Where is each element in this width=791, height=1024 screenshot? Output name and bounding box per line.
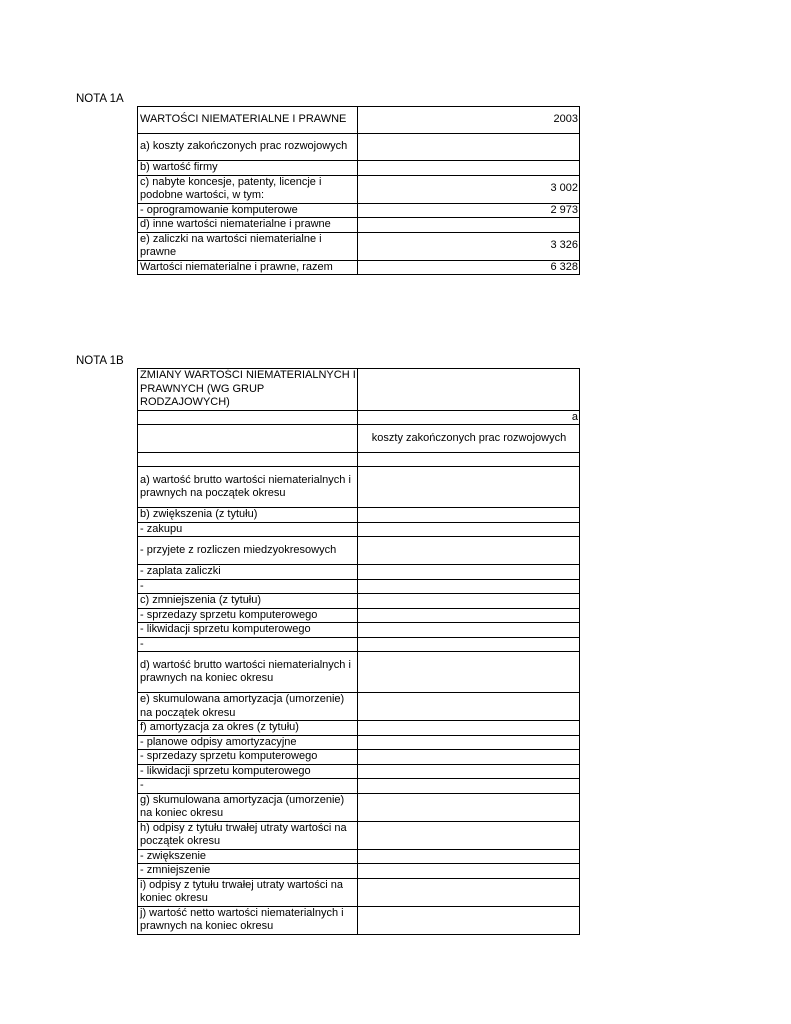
table-row: [138, 175, 580, 203]
table-header-row: [138, 107, 580, 134]
row-label: - sprzedazy sprzetu komputerowego: [138, 608, 358, 623]
header-empty-cell: [358, 369, 580, 411]
row-label: - przyjete z rozliczen miedzyokresowych: [138, 537, 358, 565]
row-value: [358, 608, 580, 623]
row-value: [358, 594, 580, 609]
row-label: - zwiększenie: [138, 849, 358, 864]
column-name: koszty zakończonych prac rozwojowych: [358, 425, 580, 453]
spacer-row: [138, 453, 580, 467]
table-row: [138, 821, 580, 849]
year-header: 2003: [358, 107, 580, 134]
table-row: [138, 623, 580, 638]
row-value: [358, 693, 580, 721]
row-label: - zakupu: [138, 522, 358, 537]
row-label: f) amortyzacja za okres (z tytułu): [138, 721, 358, 736]
table-row: [138, 637, 580, 652]
row-value: [358, 750, 580, 765]
column-name-row: [138, 425, 580, 453]
row-label: a) koszty zakończonych prac rozwojowych: [138, 134, 358, 161]
row-value: [358, 161, 580, 176]
table-header-row: [138, 369, 580, 411]
row-label: j) wartość netto wartości niematerialnych i prawnych na koniec okresu: [138, 906, 358, 934]
empty-cell: [138, 453, 358, 467]
row-value: [358, 721, 580, 736]
table-row: [138, 849, 580, 864]
row-label: g) skumulowana amortyzacja (umorzenie) na koniec okresu: [138, 793, 358, 821]
row-label: c) nabyte koncesje, patenty, licencje i podobne wartości, w tym:: [138, 175, 358, 203]
table-row: [138, 232, 580, 260]
row-value: [358, 906, 580, 934]
table-row: [138, 594, 580, 609]
row-label: e) skumulowana amortyzacja (umorzenie) na początek okresu: [138, 693, 358, 721]
table-row: [138, 652, 580, 693]
row-value: [358, 565, 580, 580]
row-label: Wartości niematerialne i prawne, razem: [138, 260, 358, 275]
row-label: -: [138, 579, 358, 594]
nota-1b-title: ZMIANY WARTOŚCI NIEMATERIALNYCH I PRAWNYCH (WG GRUP RODZAJOWYCH): [138, 369, 358, 411]
table-row: [138, 218, 580, 233]
table-row: [138, 134, 580, 161]
row-label: - sprzedazy sprzetu komputerowego: [138, 750, 358, 765]
row-label: - planowe odpisy amortyzacyjne: [138, 735, 358, 750]
table-row: [138, 537, 580, 565]
row-label: i) odpisy z tytułu trwałej utraty wartości na koniec okresu: [138, 878, 358, 906]
row-label: -: [138, 779, 358, 794]
row-value: [358, 878, 580, 906]
row-label: a) wartość brutto wartości niematerialnych i prawnych na początek okresu: [138, 467, 358, 508]
header-empty-cell: [138, 410, 358, 425]
table-row: [138, 579, 580, 594]
table-row: [138, 608, 580, 623]
row-value: 3 002: [358, 175, 580, 203]
row-value: [358, 218, 580, 233]
column-letter: a: [358, 410, 580, 425]
row-value: [358, 579, 580, 594]
row-label: - oprogramowanie komputerowe: [138, 203, 358, 218]
table-row: [138, 878, 580, 906]
table-row: [138, 864, 580, 879]
row-value: [358, 637, 580, 652]
table-row: [138, 721, 580, 736]
table-row: [138, 522, 580, 537]
row-value: 2 973: [358, 203, 580, 218]
table-row-total: [138, 260, 580, 275]
row-label: - likwidacji sprzetu komputerowego: [138, 764, 358, 779]
table-row: [138, 565, 580, 580]
nota-1a-table: [137, 106, 580, 275]
row-value: [358, 134, 580, 161]
table-row: [138, 735, 580, 750]
row-value: [358, 864, 580, 879]
row-label: b) wartość firmy: [138, 161, 358, 176]
row-label: e) zaliczki na wartości niematerialne i prawne: [138, 232, 358, 260]
nota-1b-label: NOTA 1B: [76, 355, 124, 367]
row-value: [358, 508, 580, 523]
row-value: [358, 821, 580, 849]
nota-1b-table: [137, 368, 580, 935]
table-row: [138, 203, 580, 218]
header-empty-cell: [138, 425, 358, 453]
column-letter-row: [138, 410, 580, 425]
row-value: [358, 467, 580, 508]
table-row: [138, 764, 580, 779]
row-value: [358, 793, 580, 821]
row-value: 3 326: [358, 232, 580, 260]
nota-1a-label: NOTA 1A: [76, 93, 124, 105]
row-label: c) zmniejszenia (z tytułu): [138, 594, 358, 609]
table-row: [138, 693, 580, 721]
row-label: h) odpisy z tytułu trwałej utraty wartości na początek okresu: [138, 821, 358, 849]
empty-cell: [358, 453, 580, 467]
nota-1a-title: WARTOŚCI NIEMATERIALNE I PRAWNE: [138, 107, 358, 134]
table-row: [138, 161, 580, 176]
table-row: [138, 779, 580, 794]
row-label: - zaplata zaliczki: [138, 565, 358, 580]
row-label: b) zwiększenia (z tytułu): [138, 508, 358, 523]
row-value: [358, 779, 580, 794]
row-value: 6 328: [358, 260, 580, 275]
row-value: [358, 522, 580, 537]
row-label: - likwidacji sprzetu komputerowego: [138, 623, 358, 638]
row-label: -: [138, 637, 358, 652]
row-label: d) inne wartości niematerialne i prawne: [138, 218, 358, 233]
table-row: [138, 467, 580, 508]
row-value: [358, 735, 580, 750]
row-label: - zmniejszenie: [138, 864, 358, 879]
row-label: d) wartość brutto wartości niematerialnych i prawnych na koniec okresu: [138, 652, 358, 693]
row-value: [358, 623, 580, 638]
row-value: [358, 849, 580, 864]
row-value: [358, 652, 580, 693]
table-row: [138, 750, 580, 765]
row-value: [358, 764, 580, 779]
table-row: [138, 906, 580, 934]
table-row: [138, 793, 580, 821]
table-row: [138, 508, 580, 523]
row-value: [358, 537, 580, 565]
